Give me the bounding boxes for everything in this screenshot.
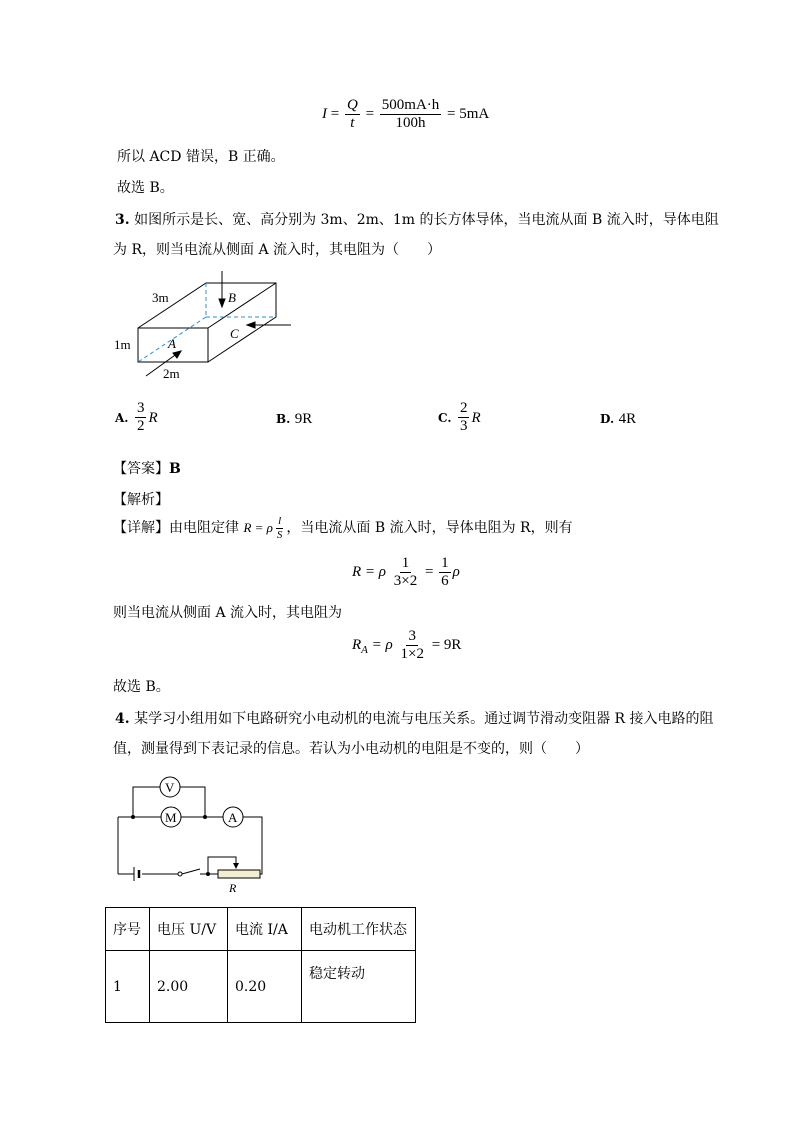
voltmeter-label: V — [165, 780, 175, 795]
q3-answer: 【答案】B — [113, 461, 181, 477]
switch-blade — [182, 869, 200, 874]
junction — [206, 872, 210, 876]
q3-analysis-tag: 【解析】 — [113, 492, 169, 508]
option-c[interactable]: C. $\frac{2}{3}$ R — [438, 400, 481, 435]
arrow-a-head — [173, 351, 181, 358]
q4-number: 4. — [115, 711, 130, 727]
table-cell: 2.00 — [150, 951, 228, 1023]
label-width: 2m — [163, 366, 180, 381]
table-header-row — [106, 908, 416, 951]
option-b[interactable]: B. 9R — [276, 411, 313, 427]
q3-number: 3. — [115, 212, 130, 228]
arrow-b-head — [219, 299, 225, 307]
q3-detail: 【详解】由电阻定律 R = ρ $\frac{l}{S}$ ，当电流从面 B 流入时，导体电阻为 R，则有 — [113, 515, 573, 541]
switch-contact — [178, 872, 182, 876]
label-face-b: B — [228, 290, 236, 305]
q4-line2: 值，测量得到下表记录的信息。若认为小电动机的电阻是不变的，则（ ） — [113, 741, 589, 757]
q3-then-line: 则当电流从侧面 A 流入时，其电阻为 — [113, 605, 343, 621]
equation-ra: $R_A = \rho$ $\frac{3}{1\times 2}$ = 9R — [352, 628, 462, 663]
option-d[interactable]: D. 4R — [600, 411, 637, 427]
slider-arrow — [233, 863, 239, 869]
junction — [131, 815, 135, 819]
label-face-a: A — [168, 336, 176, 351]
prev-conclusion: 所以 ACD 错误，B 正确。 — [117, 149, 285, 165]
wire — [180, 787, 205, 817]
q4-line1: 4. 某学习小组用如下电路研究小电动机的电流与电压关系。通过调节滑动变阻器 R 接入电路的阻 — [115, 711, 714, 727]
wire — [133, 787, 160, 817]
table-header-cell: 电流 I/A — [228, 908, 302, 951]
junction — [203, 815, 207, 819]
cuboid-figure — [108, 268, 308, 386]
measurement-table — [105, 907, 416, 1023]
rheostat-resistor — [218, 870, 260, 878]
label-length: 3m — [152, 290, 169, 305]
table-row — [106, 951, 416, 1023]
motor-label: M — [165, 810, 177, 825]
table-header-cell: 电动机工作状态 — [302, 908, 416, 951]
table-cell: 0.20 — [228, 951, 302, 1023]
rheostat-label: R — [229, 881, 237, 895]
equation-r: R = ρ $\frac{1}{3\times 2}$ = $\frac{1}{6}$ ρ — [352, 555, 460, 590]
ammeter-label: A — [228, 810, 238, 825]
label-height: 1m — [114, 337, 131, 352]
wire — [243, 817, 262, 874]
q3-line2: 为 R，则当电流从侧面 A 流入时，其电阻为（ ） — [113, 242, 442, 258]
table-cell: 稳定转动 — [302, 951, 416, 1023]
cuboid-edge — [208, 283, 276, 328]
prev-choice: 故选 B。 — [117, 180, 174, 196]
q3-choice: 故选 B。 — [113, 679, 170, 695]
option-a[interactable]: A. $\frac{3}{2}$ R — [115, 400, 158, 435]
label-face-c: C — [230, 326, 239, 341]
arrow-c-head — [247, 322, 255, 328]
table-header-cell: 电压 U/V — [150, 908, 228, 951]
current-equation: I = $\frac{Q}{t}$ = $\frac{500mA\cdot h}{100h}$ = 5mA — [322, 97, 490, 132]
table-header-cell: 序号 — [106, 908, 150, 951]
q3-line1: 3. 如图所示是长、宽、高分别为 3m、2m、1m 的长方体导体，当电流从面 B 流入时，导体电阻 — [115, 212, 719, 228]
circuit-diagram — [110, 770, 270, 900]
table-cell: 1 — [106, 951, 150, 1023]
